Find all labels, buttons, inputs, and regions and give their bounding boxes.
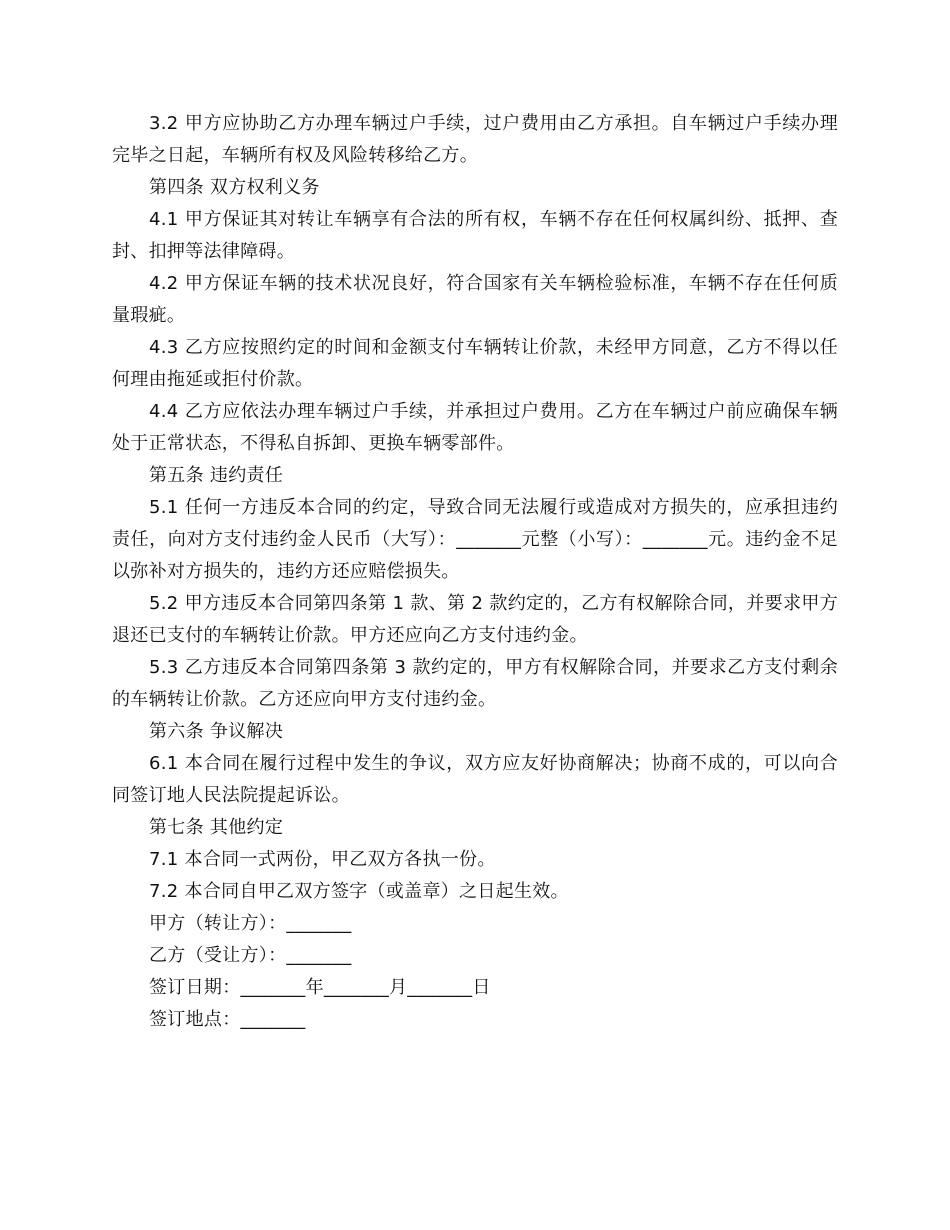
clause-4-2: 4.2 甲方保证车辆的技术状况良好，符合国家有关车辆检验标准，车辆不存在任何质量瑕疵。 xyxy=(112,273,838,326)
clause-5-1: 5.1 任何一方违反本合同的约定，导致合同无法履行或造成对方损失的，应承担违约责任，向对方支付违约金人民币（大写）：_______元整（小写）：_______元。违约金不足以弥补对方损失的，违约方还应赔偿损失。 xyxy=(112,497,838,582)
clause-6-1: 6.1 本合同在履行过程中发生的争议，双方应友好协商解决；协商不成的，可以向合同签订地人民法院提起诉讼。 xyxy=(112,753,838,806)
clause-4-3: 4.3 乙方应按照约定的时间和金额支付车辆转让价款，未经甲方同意，乙方不得以任何理由拖延或拒付价款。 xyxy=(112,337,838,390)
signing-date-line: 签订日期：_______年_______月_______日 xyxy=(149,977,491,998)
clause-3-2: 3.2 甲方应协助乙方办理车辆过户手续，过户费用由乙方承担。自车辆过户手续办理完毕之日起，车辆所有权及风险转移给乙方。 xyxy=(112,113,838,166)
party-a-signature-line: 甲方（转让方）：_______ xyxy=(149,913,352,934)
article-6-heading: 第六条 争议解决 xyxy=(149,721,284,742)
contract-body xyxy=(112,108,838,1036)
clause-4-1: 4.1 甲方保证其对转让车辆享有合法的所有权，车辆不存在任何权属纠纷、抵押、查封、扣押等法律障碍。 xyxy=(112,209,838,262)
article-5-heading: 第五条 违约责任 xyxy=(149,465,284,486)
article-7-heading: 第七条 其他约定 xyxy=(149,817,284,838)
signing-place-line: 签订地点：_______ xyxy=(149,1009,306,1030)
clause-7-2: 7.2 本合同自甲乙双方签字（或盖章）之日起生效。 xyxy=(149,881,569,902)
clause-4-4: 4.4 乙方应依法办理车辆过户手续，并承担过户费用。乙方在车辆过户前应确保车辆处于正常状态，不得私自拆卸、更换车辆零部件。 xyxy=(112,401,838,454)
article-4-heading: 第四条 双方权利义务 xyxy=(149,177,320,198)
clause-7-1: 7.1 本合同一式两份，甲乙双方各执一份。 xyxy=(149,849,496,870)
party-b-signature-line: 乙方（受让方）：_______ xyxy=(149,945,352,966)
clause-5-2: 5.2 甲方违反本合同第四条第 1 款、第 2 款约定的，乙方有权解除合同，并要求甲方退还已支付的车辆转让价款。甲方还应向乙方支付违约金。 xyxy=(112,593,838,646)
clause-5-3: 5.3 乙方违反本合同第四条第 3 款约定的，甲方有权解除合同，并要求乙方支付剩余的车辆转让价款。乙方还应向甲方支付违约金。 xyxy=(112,657,838,710)
